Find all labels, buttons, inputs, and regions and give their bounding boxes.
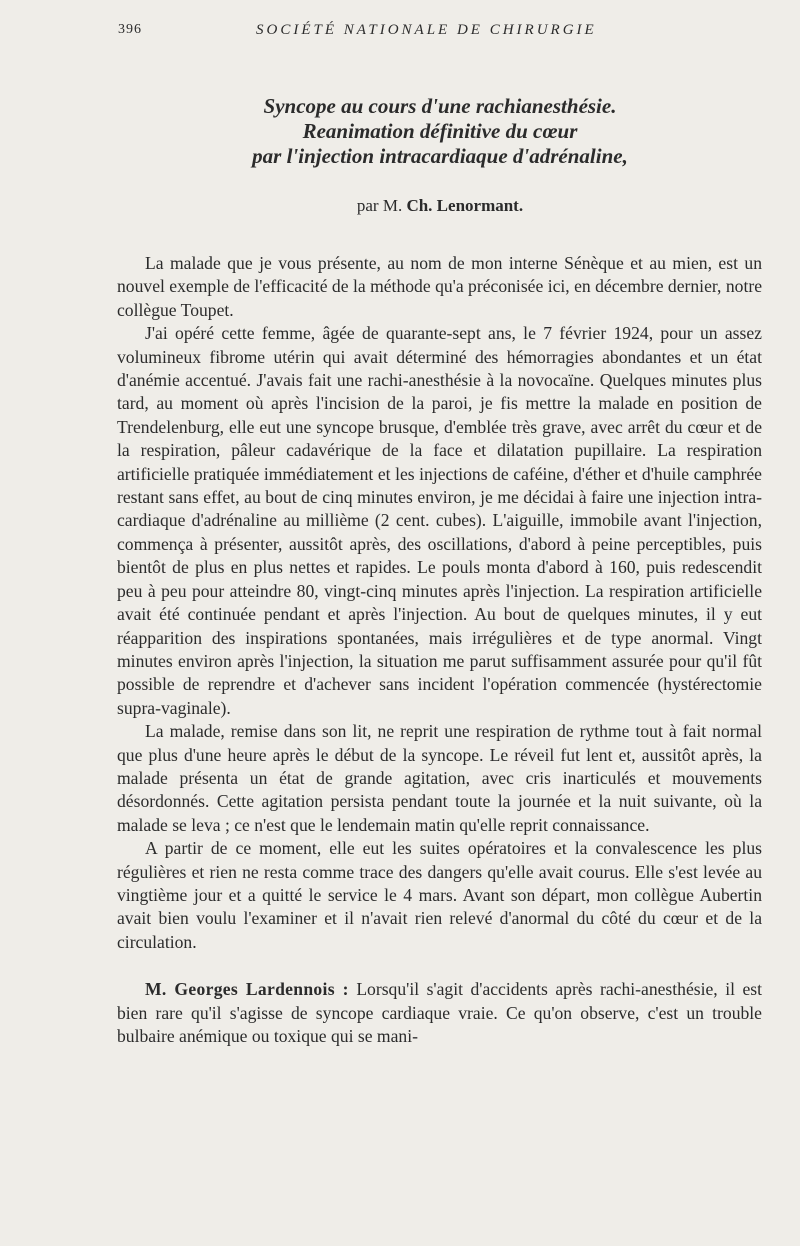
running-head: SOCIÉTÉ NATIONALE DE CHIRURGIE: [256, 22, 597, 38]
title-line: par l'injection intracardiaque d'adrénaline,: [252, 144, 628, 168]
paragraph: A partir de ce moment, elle eut les suites opératoires et la convalescence les plus régulières et rien ne resta comme trace des dangers qu'elle avait courus. Elle s'est levée au vingtième jour et a quitté le service le 4 mars. Avant son départ, mon collègue Aubertin avait bien voulu l'examiner et il n'avait rien relevé d'anormal du côté du cœur et de la circulation.: [117, 838, 762, 952]
paragraph: La malade que je vous présente, au nom de mon interne Sénèque et au mien, est un nouvel exemple de l'efficacité de la méthode qu'a préconisée ici, en décembre dernier, notre collègue Toupet.: [117, 253, 762, 320]
author-name: Ch. Lenormant.: [406, 196, 524, 215]
page-number: 396: [118, 22, 142, 37]
title-line: Syncope au cours d'une rachianesthésie.: [263, 94, 617, 118]
paragraph: La malade, remise dans son lit, ne reprit une respiration de rythme tout à fait normal que plus d'une heure après le début de la syncope. Le réveil fut lent et, aussitôt après, la malade présenta un état de grande agitation, avec cris inarticulés et mouvements désordonnés. Cette agitation persista pendant toute la journée et la nuit suivante, où la malade se leva ; ce n'est que le lendemain matin qu'elle reprit connaissance.: [117, 721, 762, 835]
page-header: [118, 22, 768, 42]
title-line: Reanimation définitive du cœur: [302, 119, 578, 143]
discussion-text: Lorsqu'il s'agit d'accidents après rachi-anesthésie, il est bien rare qu'il s'agisse de syncope cardiaque vraie. Ce qu'on observe, c'est un trouble bulbaire anémique ou toxique qui se mani-: [117, 979, 762, 1046]
byline: [120, 196, 760, 216]
discussion-paragraph: [117, 978, 762, 1048]
discussion-speaker: M. Georges Lardennois :: [145, 979, 349, 1000]
article-title: [120, 94, 760, 169]
byline-prefix: par M.: [356, 196, 403, 215]
paragraph: J'ai opéré cette femme, âgée de quarante-sept ans, le 7 février 1924, pour un assez volumineux fibrome utérin qui avait déterminé des hémorragies abondantes et un état d'anémie accentué. J'avais fait une rachi-anesthésie à la novocaïne. Quelques minutes plus tard, au moment où après l'incision de la paroi, je fis mettre la malade en position de Trendelenburg, elle eut une syncope brusque, d'emblée très grave, avec arrêt du cœur et de la respiration, pâleur cadavérique de la face et dilatation pupillaire. La respiration artificielle pratiquée immédiatement et les injections de caféine, d'éther et d'huile camphrée restant sans effet, au bout de cinq minutes environ, je me décidai à faire une injection intra-cardiaque d'adrénaline au millième (2 cent. cubes). L'aiguille, immobile avant l'injection, commença à présenter, aussitôt après, des oscillations, d'abord à peine perceptibles, puis bientôt de plus en plus nettes et rapides. Le pouls monta d'abord à 160, puis redescendit peu à peu pour atteindre 80, vingt-cinq minutes après l'injection. La respiration artificielle avait été continuée pendant et après l'injection. Au bout de quelques minutes, il y eut réapparition des inspirations spontanées, mais irrégulières et de type anormal. Vingt minutes environ après l'injection, la situation me parut suffisamment assurée pour qu'il fût possible de reprendre et d'achever sans incident l'opération commencée (hystérectomie supra-vaginale).: [117, 323, 762, 718]
article-body: [117, 252, 762, 1048]
